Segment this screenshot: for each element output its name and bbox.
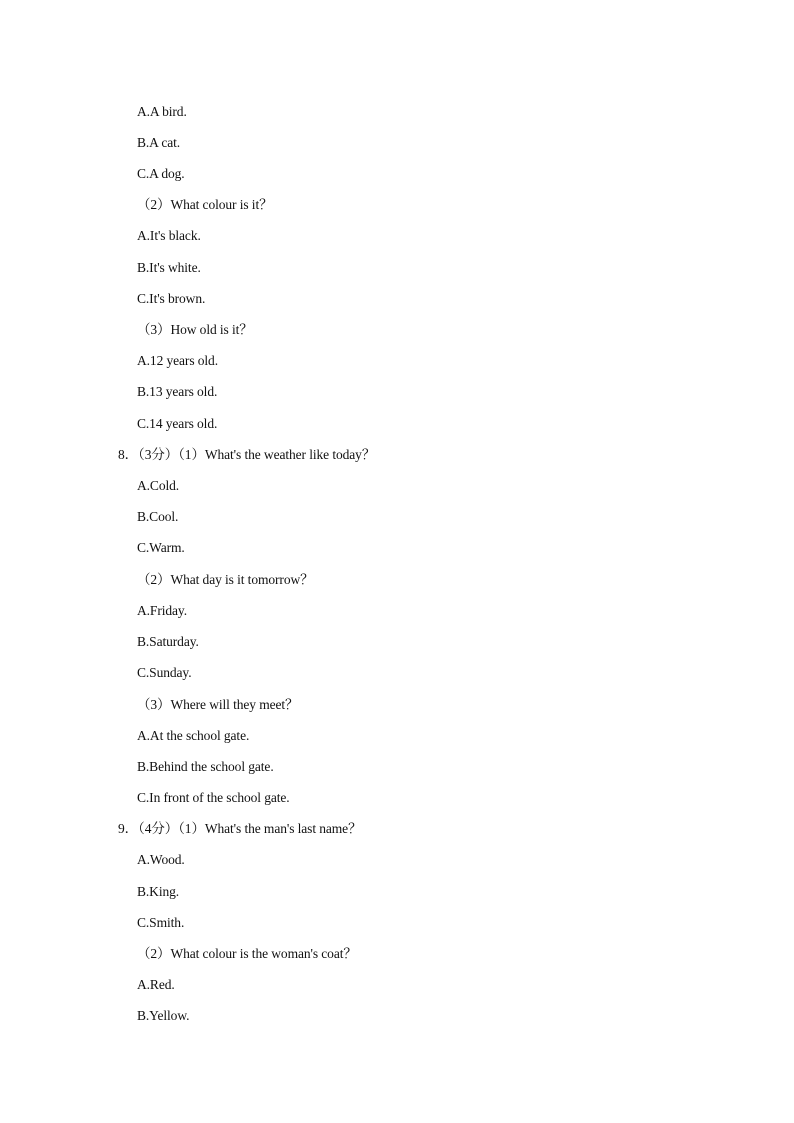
q9-2-option-b: B.Yellow. xyxy=(137,1008,190,1023)
q9-header: 9．（4分）（1）What's the man's last name？ xyxy=(118,821,362,836)
q7-2-option-a: A.It's black. xyxy=(137,228,201,243)
q7-1-option-b: B.A cat. xyxy=(137,135,181,150)
q7-2-prompt: （2）What colour is it？ xyxy=(137,197,273,212)
q7-3-prompt: （3）How old is it？ xyxy=(137,322,253,337)
q7-1-option-a: A.A bird. xyxy=(137,104,187,119)
q8-1-option-c: C.Warm. xyxy=(137,540,185,555)
q9-2-option-a: A.Red. xyxy=(137,977,175,992)
q8-3-option-b: B.Behind the school gate. xyxy=(137,759,274,774)
q8-3-option-a: A.At the school gate. xyxy=(137,728,250,743)
q7-3-option-a: A.12 years old. xyxy=(137,353,218,368)
q7-2-option-b: B.It's white. xyxy=(137,260,201,275)
q8-2-option-b: B.Saturday. xyxy=(137,634,199,649)
q7-1-option-c: C.A dog. xyxy=(137,166,185,181)
q8-1-option-b: B.Cool. xyxy=(137,509,179,524)
q7-2-option-c: C.It's brown. xyxy=(137,291,206,306)
q8-2-prompt: （2）What day is it tomorrow？ xyxy=(137,572,314,587)
q9-2-prompt: （2）What colour is the woman's coat？ xyxy=(137,946,357,961)
q8-header: 8．（3分）（1）What's the weather like today？ xyxy=(118,447,376,462)
q8-2-option-a: A.Friday. xyxy=(137,603,187,618)
q9-1-option-c: C.Smith. xyxy=(137,915,185,930)
q8-3-prompt: （3）Where will they meet？ xyxy=(137,697,299,712)
q7-3-option-c: C.14 years old. xyxy=(137,416,218,431)
q7-3-option-b: B.13 years old. xyxy=(137,384,218,399)
q9-1-option-b: B.King. xyxy=(137,884,180,899)
q8-2-option-c: C.Sunday. xyxy=(137,665,192,680)
q8-3-option-c: C.In front of the school gate. xyxy=(137,790,290,805)
q8-1-option-a: A.Cold. xyxy=(137,478,180,493)
q9-1-option-a: A.Wood. xyxy=(137,852,185,867)
